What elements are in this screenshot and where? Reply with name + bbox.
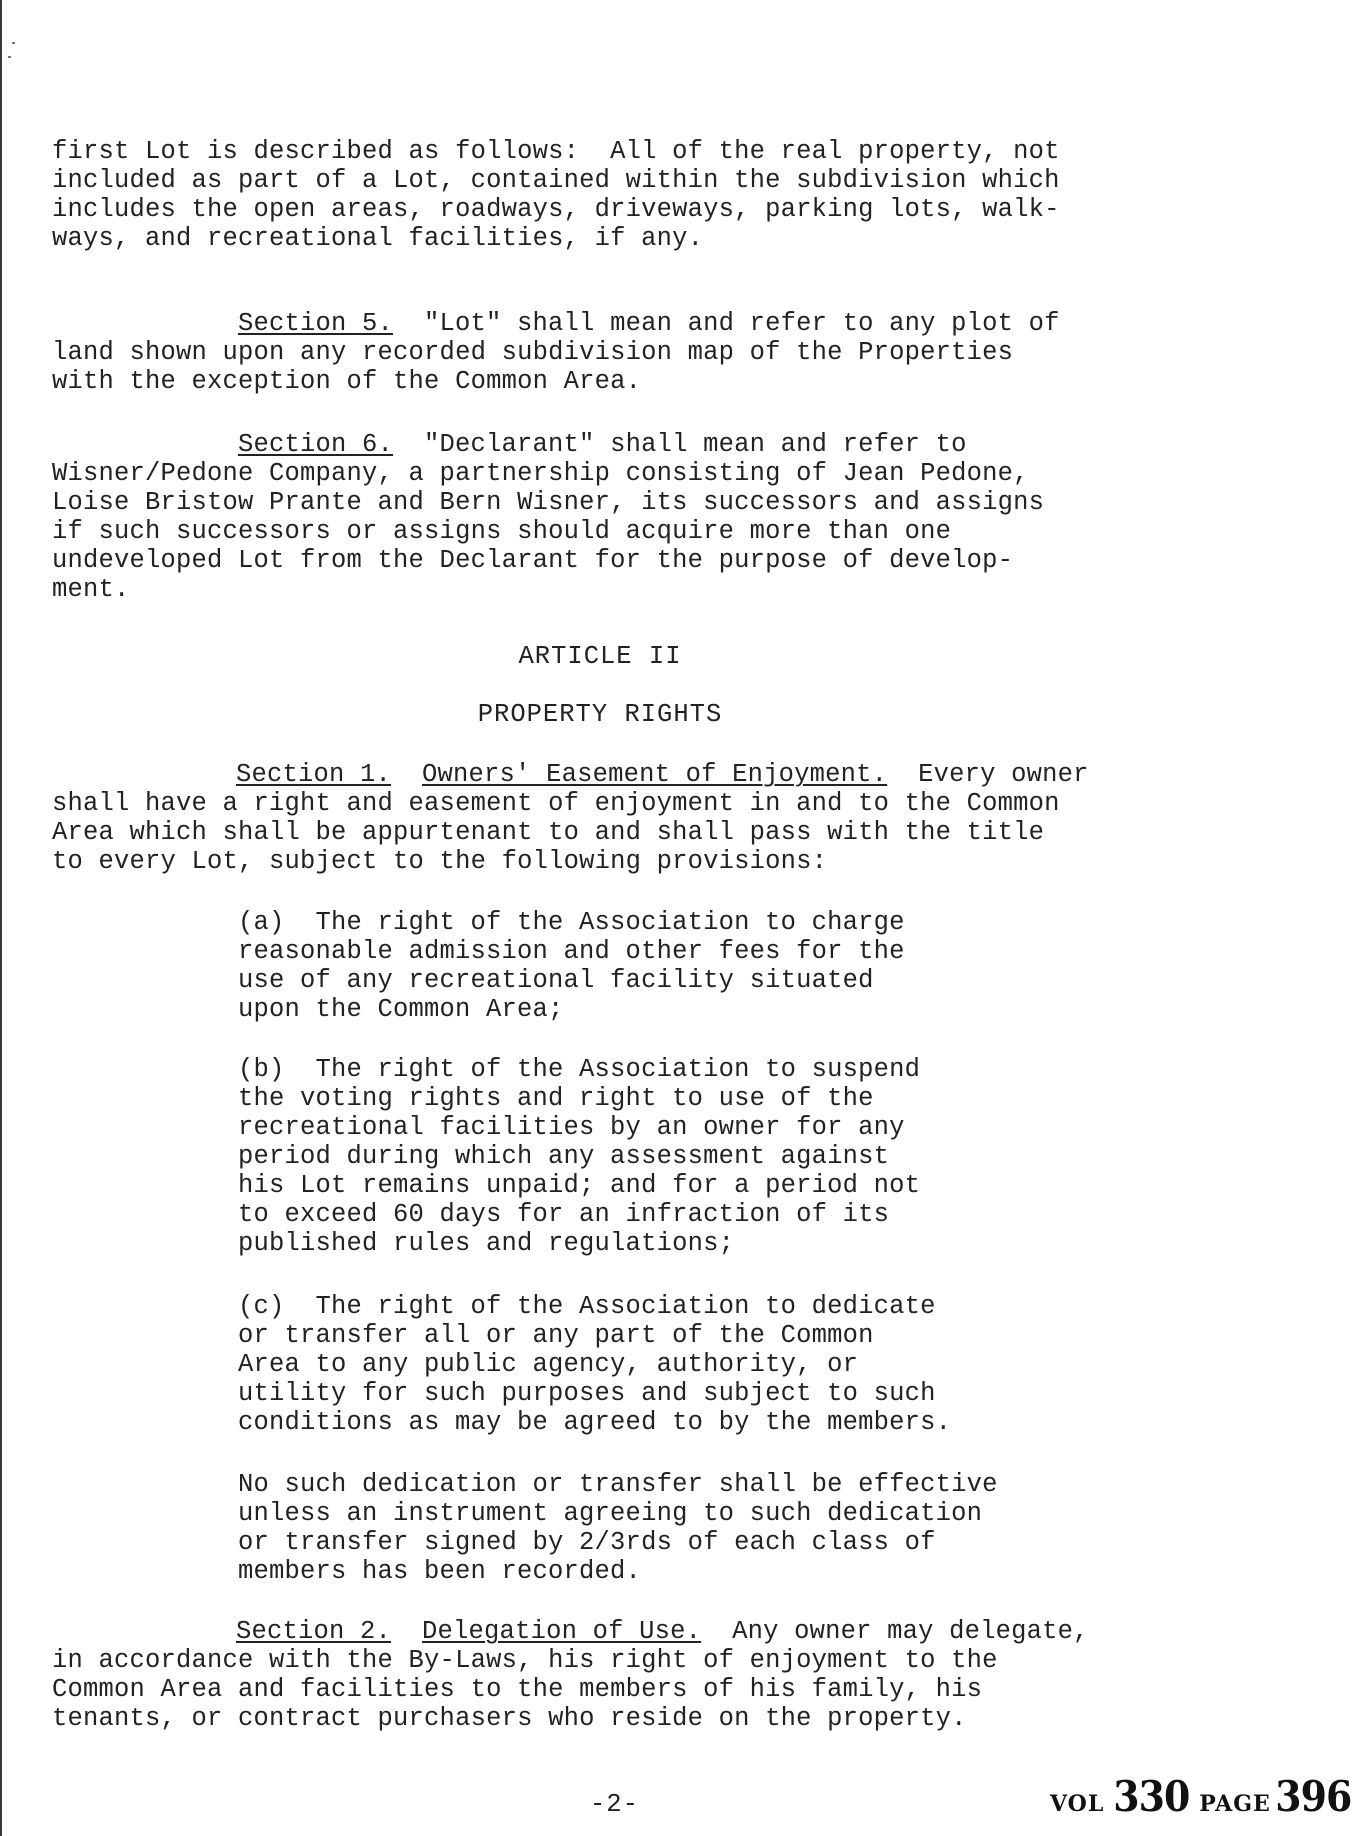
section-first-line xyxy=(238,309,1060,339)
scan-mark xyxy=(8,56,11,58)
text-line: conditions as may be agreed to by the members. xyxy=(238,1408,952,1437)
text-line: Area which shall be appurtenant to and shall pass with the title xyxy=(52,818,1045,847)
text-line: undeveloped Lot from the Declarant for the purpose of develop- xyxy=(52,546,1014,575)
page-number: -2- xyxy=(590,1790,639,1819)
text-line: includes the open areas, roadways, driveways, parking lots, walk- xyxy=(52,195,1060,224)
vol-label: VOL xyxy=(1050,1791,1105,1817)
section-first-line xyxy=(236,1617,1089,1647)
text-span: Any owner may delegate, xyxy=(701,1617,1089,1646)
section-subheading: Owners' Easement of Enjoyment. xyxy=(422,760,888,789)
text-span xyxy=(391,1617,422,1646)
text-line: in accordance with the By-Laws, his right of enjoyment to the xyxy=(52,1646,998,1675)
text-line: recreational facilities by an owner for any xyxy=(238,1113,905,1142)
text-line: or transfer signed by 2/3rds of each class of xyxy=(238,1528,936,1557)
section-subheading: Delegation of Use. xyxy=(422,1617,702,1646)
text-line: Loise Bristow Prante and Bern Wisner, its successors and assigns xyxy=(52,488,1045,517)
text-line: his Lot remains unpaid; and for a period not xyxy=(238,1171,921,1200)
text-line: tenants, or contract purchasers who reside on the property. xyxy=(52,1704,967,1733)
text-line: period during which any assessment against xyxy=(238,1142,890,1171)
section-heading: Section 5. xyxy=(238,309,394,338)
page-ref: 396 xyxy=(1274,1772,1352,1821)
text-span: Every owner xyxy=(887,760,1089,789)
text-line: to every Lot, subject to the following provisions: xyxy=(52,847,828,876)
text-span xyxy=(391,760,422,789)
text-line: Common Area and facilities to the members of his family, his xyxy=(52,1675,983,1704)
page-label: PAGE xyxy=(1199,1791,1271,1817)
text-span: "Lot" shall mean and refer to any plot of xyxy=(393,309,1060,338)
text-line: first Lot is described as follows: All of the real property, not xyxy=(52,137,1060,166)
section-heading: Section 6. xyxy=(238,430,394,459)
scan-mark xyxy=(12,42,15,44)
text-line: (a) The right of the Association to charge xyxy=(238,908,905,937)
section-first-line xyxy=(236,760,1089,790)
text-line: the voting rights and right to use of the xyxy=(238,1084,874,1113)
recording-stamp xyxy=(1050,1772,1355,1821)
text-line: Area to any public agency, authority, or xyxy=(238,1350,859,1379)
text-line: land shown upon any recorded subdivision map of the Properties xyxy=(52,338,1014,367)
text-line: ment. xyxy=(52,575,130,604)
text-line: (b) The right of the Association to suspend xyxy=(238,1055,921,1084)
text-line: use of any recreational facility situated xyxy=(238,966,874,995)
vol-number: 330 xyxy=(1113,1772,1190,1821)
text-line: or transfer all or any part of the Common xyxy=(238,1321,874,1350)
article-title: PROPERTY RIGHTS xyxy=(477,700,723,729)
text-span: "Declarant" shall mean and refer to xyxy=(393,430,967,459)
text-line: published rules and regulations; xyxy=(238,1229,735,1258)
text-line: members has been recorded. xyxy=(238,1557,642,1586)
text-line: upon the Common Area; xyxy=(238,995,564,1024)
text-line: reasonable admission and other fees for the xyxy=(238,937,905,966)
section-heading: Section 2. xyxy=(236,1617,392,1646)
text-line: to exceed 60 days for an infraction of its xyxy=(238,1200,890,1229)
text-line: utility for such purposes and subject to such xyxy=(238,1379,936,1408)
text-line: unless an instrument agreeing to such dedication xyxy=(238,1499,983,1528)
text-line: No such dedication or transfer shall be effective xyxy=(238,1470,998,1499)
section-heading: Section 1. xyxy=(236,760,392,789)
text-line: ways, and recreational facilities, if any. xyxy=(52,224,704,253)
article-number: ARTICLE II xyxy=(518,642,682,671)
text-line: included as part of a Lot, contained within the subdivision which xyxy=(52,166,1060,195)
section-first-line xyxy=(238,430,967,460)
page-edge xyxy=(0,0,2,1836)
text-line: (c) The right of the Association to dedicate xyxy=(238,1292,936,1321)
text-line: if such successors or assigns should acquire more than one xyxy=(52,517,952,546)
text-line: shall have a right and easement of enjoyment in and to the Common xyxy=(52,789,1060,818)
text-line: with the exception of the Common Area. xyxy=(52,367,642,396)
text-line: Wisner/Pedone Company, a partnership consisting of Jean Pedone, xyxy=(52,459,1029,488)
